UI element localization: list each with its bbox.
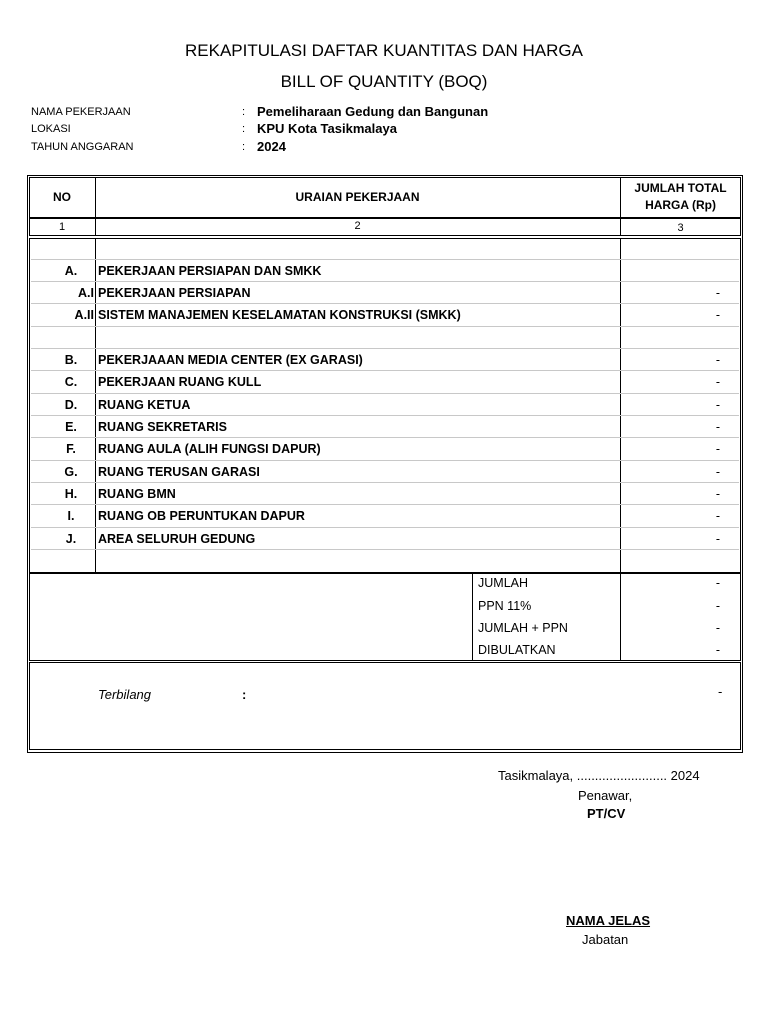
summary-value: - <box>715 621 720 635</box>
table-row <box>29 461 740 483</box>
row-value: - <box>715 398 720 412</box>
row-desc: RUANG KETUA <box>98 398 191 412</box>
table-row <box>29 349 740 371</box>
row-value: - <box>715 442 720 456</box>
row-desc: RUANG SEKRETARIS <box>98 420 227 434</box>
row-value: - <box>715 420 720 434</box>
row-desc: PEKERJAAN RUANG KULL <box>98 375 262 389</box>
table-row <box>29 438 740 460</box>
terbilang-label: Terbilang <box>98 687 152 702</box>
info-label: NAMA PEKERJAAN <box>31 106 131 118</box>
summary-row-jumlah <box>478 573 738 595</box>
row-no: E. <box>65 420 77 434</box>
row-no: A.II <box>74 308 94 322</box>
info-value: 2024 <box>257 139 286 154</box>
info-value: Pemeliharaan Gedung dan Bangunan <box>257 104 489 119</box>
terbilang-colon: : <box>242 687 247 702</box>
row-value: - <box>715 532 720 546</box>
row-no: A. <box>64 264 78 278</box>
document-title: REKAPITULASI DAFTAR KUANTITAS DAN HARGA <box>185 41 583 60</box>
row-no: A.I <box>78 286 94 300</box>
header-no: NO <box>53 190 71 204</box>
row-value: - <box>715 465 720 479</box>
row-desc: RUANG BMN <box>98 487 176 501</box>
row-desc: RUANG AULA (ALIH FUNGSI DAPUR) <box>98 442 321 456</box>
row-value: - <box>715 286 720 300</box>
table-row <box>29 260 740 282</box>
table-row <box>29 304 740 326</box>
info-value: KPU Kota Tasikmalaya <box>257 121 397 136</box>
row-no: I. <box>67 509 75 523</box>
table-row <box>29 416 740 438</box>
table-row <box>29 394 740 416</box>
row-no: D. <box>64 398 78 412</box>
info-colon: : <box>242 141 246 153</box>
row-desc: PEKERJAAN PERSIAPAN DAN SMKK <box>98 264 322 278</box>
header-uraian: URAIAN PEKERJAAN <box>295 190 420 204</box>
summary-row-ppn <box>478 596 738 618</box>
terbilang-block <box>29 662 741 750</box>
column-number: 2 <box>354 220 361 232</box>
row-value: - <box>715 487 720 501</box>
header-jumlah-line2: HARGA (Rp) <box>645 198 716 212</box>
signature-role: Penawar, <box>578 788 633 803</box>
summary-label: JUMLAH + PPN <box>478 621 568 635</box>
signature-name: NAMA JELAS <box>566 913 651 928</box>
info-colon: : <box>242 123 246 135</box>
summary-row-dibulatkan <box>478 640 738 662</box>
table-row <box>29 505 740 527</box>
summary-value: - <box>715 643 720 657</box>
row-no: C. <box>64 375 78 389</box>
row-desc: AREA SELURUH GEDUNG <box>98 532 256 546</box>
table-row <box>29 282 740 304</box>
signature-place-date: Tasikmalaya, ......................... 2024 <box>498 768 700 783</box>
table-row <box>29 371 740 393</box>
signature-position: Jabatan <box>582 932 629 947</box>
info-label: TAHUN ANGGARAN <box>31 141 134 153</box>
terbilang-value: - <box>718 684 723 699</box>
summary-row-jumlah-ppn <box>478 618 738 640</box>
column-number: 1 <box>58 221 66 233</box>
row-value: - <box>715 509 720 523</box>
info-colon: : <box>242 106 246 118</box>
row-desc: PEKERJAAAN MEDIA CENTER (EX GARASI) <box>98 353 363 367</box>
table-row <box>29 483 740 505</box>
summary-value: - <box>715 599 720 613</box>
row-desc: RUANG TERUSAN GARASI <box>98 465 260 479</box>
row-desc: SISTEM MANAJEMEN KESELAMATAN KONSTRUKSI (SMKK) <box>98 308 461 322</box>
row-no: B. <box>64 353 78 367</box>
row-no: J. <box>65 532 77 546</box>
row-desc: RUANG OB PERUNTUKAN DAPUR <box>98 509 305 523</box>
row-value: - <box>715 308 720 322</box>
summary-label: PPN 11% <box>478 599 532 613</box>
row-value: - <box>715 353 720 367</box>
document-subtitle: BILL OF QUANTITY (BOQ) <box>280 72 488 91</box>
signature-company: PT/CV <box>587 806 626 821</box>
row-value: - <box>715 375 720 389</box>
row-no: G. <box>64 465 78 479</box>
column-number: 3 <box>677 222 684 234</box>
row-no: F. <box>66 442 76 456</box>
header-jumlah-line1: JUMLAH TOTAL <box>634 181 727 195</box>
row-no: H. <box>64 487 78 501</box>
summary-label: JUMLAH <box>478 576 529 590</box>
row-desc: PEKERJAAN PERSIAPAN <box>98 286 251 300</box>
summary-value: - <box>715 576 720 590</box>
table-row <box>29 528 740 550</box>
info-label: LOKASI <box>31 123 71 135</box>
summary-label: DIBULATKAN <box>478 643 556 657</box>
